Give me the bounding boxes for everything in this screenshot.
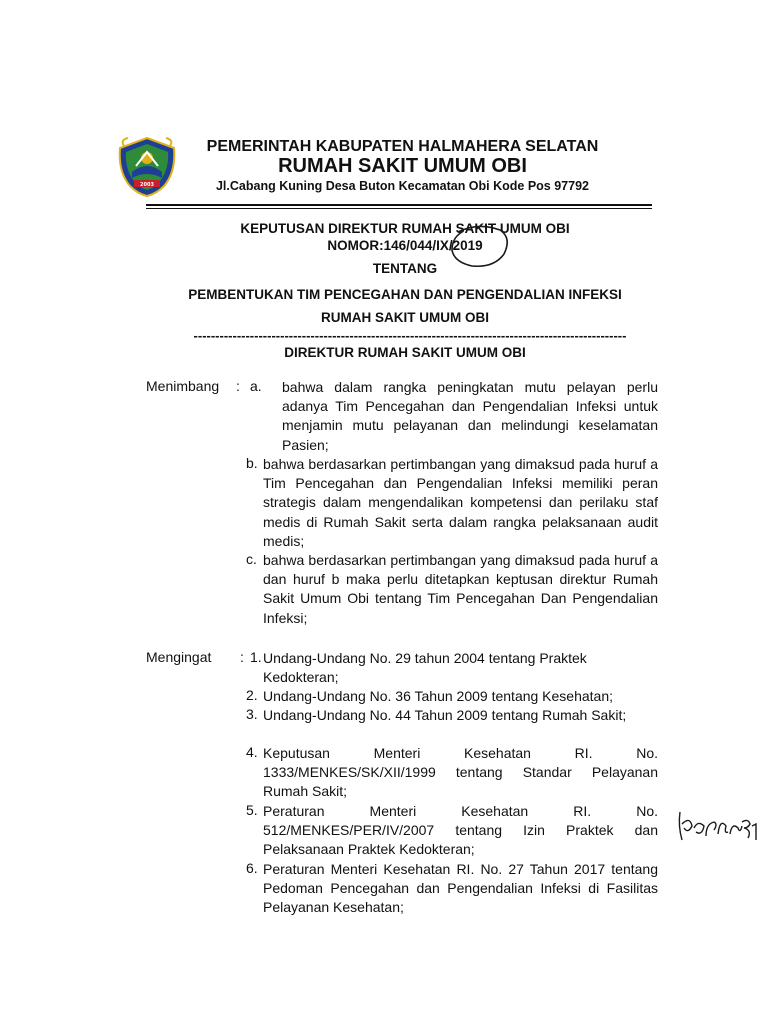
mengingat-item-2: Undang-Undang No. 36 Tahun 2009 tentang Kesehatan; bbox=[263, 688, 614, 704]
menimbang-item-b: bahwa berdasarkan pertimbangan yang dimaksud pada huruf a Tim Pencegahan dan Pengendalian Infeksi memiliki peran strategis dalam mengendalikan kompetensi dan perilaku staf medis di Rumah Sakit serta dalam rangka pelaksanaan audit medis; bbox=[263, 456, 658, 549]
mengingat-label: Mengingat bbox=[146, 649, 212, 665]
mengingat-mark-4: 4. bbox=[246, 744, 258, 760]
decree-issuer: DIREKTUR RUMAH SAKIT UMUM OBI bbox=[284, 345, 526, 360]
mengingat-item-4: Keputusan Menteri Kesehatan RI. No. 1333/MENKES/SK/XII/1999 tentang Standar Pelayanan Rumah Sakit; bbox=[263, 745, 658, 800]
list-item-text: bahwa dalam rangka peningkatan mutu pelayan perlu adanya Tim Pencegahan dan Pengendalian Infeksi untuk menjamin mutu pelayanan dan melindungi keselamatan Pasien; bbox=[282, 379, 658, 453]
menimbang-mark-b: b. bbox=[246, 455, 258, 471]
emblem-year: 2003 bbox=[140, 182, 154, 188]
mengingat-mark-6: 6. bbox=[246, 860, 258, 876]
mengingat-mark-5: 5. bbox=[246, 802, 258, 818]
menimbang-mark-a: a. bbox=[250, 378, 262, 394]
menimbang-item-c: bahwa berdasarkan pertimbangan yang dimaksud pada huruf a dan huruf b maka perlu ditetapkan keptusan direktur Rumah Sakit Umum Obi tentang Tim Pencegahan Dan Pengendalian Infeksi; bbox=[263, 552, 658, 626]
mengingat-item-6: Peraturan Menteri Kesehatan RI. No. 27 Tahun 2017 tentang Pedoman Pencegahan dan Pengendalian Infeksi di Fasilitas Pelayanan Kesehatan; bbox=[263, 861, 658, 916]
decree-title: KEPUTUSAN DIREKTUR RUMAH SAKIT UMUM OBI bbox=[240, 221, 570, 236]
letterhead-divider-thin bbox=[146, 208, 652, 209]
handwritten-note-icon bbox=[676, 806, 758, 846]
letterhead-hospital: RUMAH SAKIT UMUM OBI bbox=[278, 155, 527, 177]
menimbang-label: Menimbang bbox=[146, 378, 220, 394]
menimbang-mark-c: c. bbox=[246, 551, 257, 567]
mengingat-item-5: Peraturan Menteri Kesehatan RI. No. 512/MENKES/PER/IV/2007 tentang Izin Praktek dan Pelaksanaan Praktek Kedokteran; bbox=[263, 803, 658, 858]
letterhead-divider bbox=[146, 204, 652, 206]
mengingat-mark-3: 3. bbox=[246, 706, 258, 722]
letterhead-government: PEMERINTAH KABUPATEN HALMAHERA SELATAN bbox=[206, 138, 599, 155]
decree-subject-line1: PEMBENTUKAN TIM PENCEGAHAN DAN PENGENDALIAN INFEKSI bbox=[188, 287, 622, 302]
decree-number: NOMOR:146/044/IX/2019 bbox=[327, 238, 483, 253]
mengingat-item-3: Undang-Undang No. 44 Tahun 2009 tentang Rumah Sakit; bbox=[263, 707, 627, 723]
mengingat-colon: : bbox=[240, 649, 244, 665]
mengingat-item-1: Undang-Undang No. 29 tahun 2004 tentang Praktek Kedokteran; bbox=[263, 650, 587, 686]
menimbang-item-a bbox=[282, 378, 658, 455]
menimbang-colon: : bbox=[236, 378, 240, 394]
mengingat-mark-2: 2. bbox=[246, 687, 258, 703]
decree-subject-line2: RUMAH SAKIT UMUM OBI bbox=[321, 310, 489, 325]
separator-line: ---------------------------------------------------------------------------------------------------- bbox=[193, 328, 627, 342]
decree-about: TENTANG bbox=[372, 261, 438, 276]
mengingat-mark-1: 1. bbox=[250, 649, 262, 665]
letterhead-address: Jl.Cabang Kuning Desa Buton Kecamatan Obi Kode Pos 97792 bbox=[215, 179, 589, 193]
